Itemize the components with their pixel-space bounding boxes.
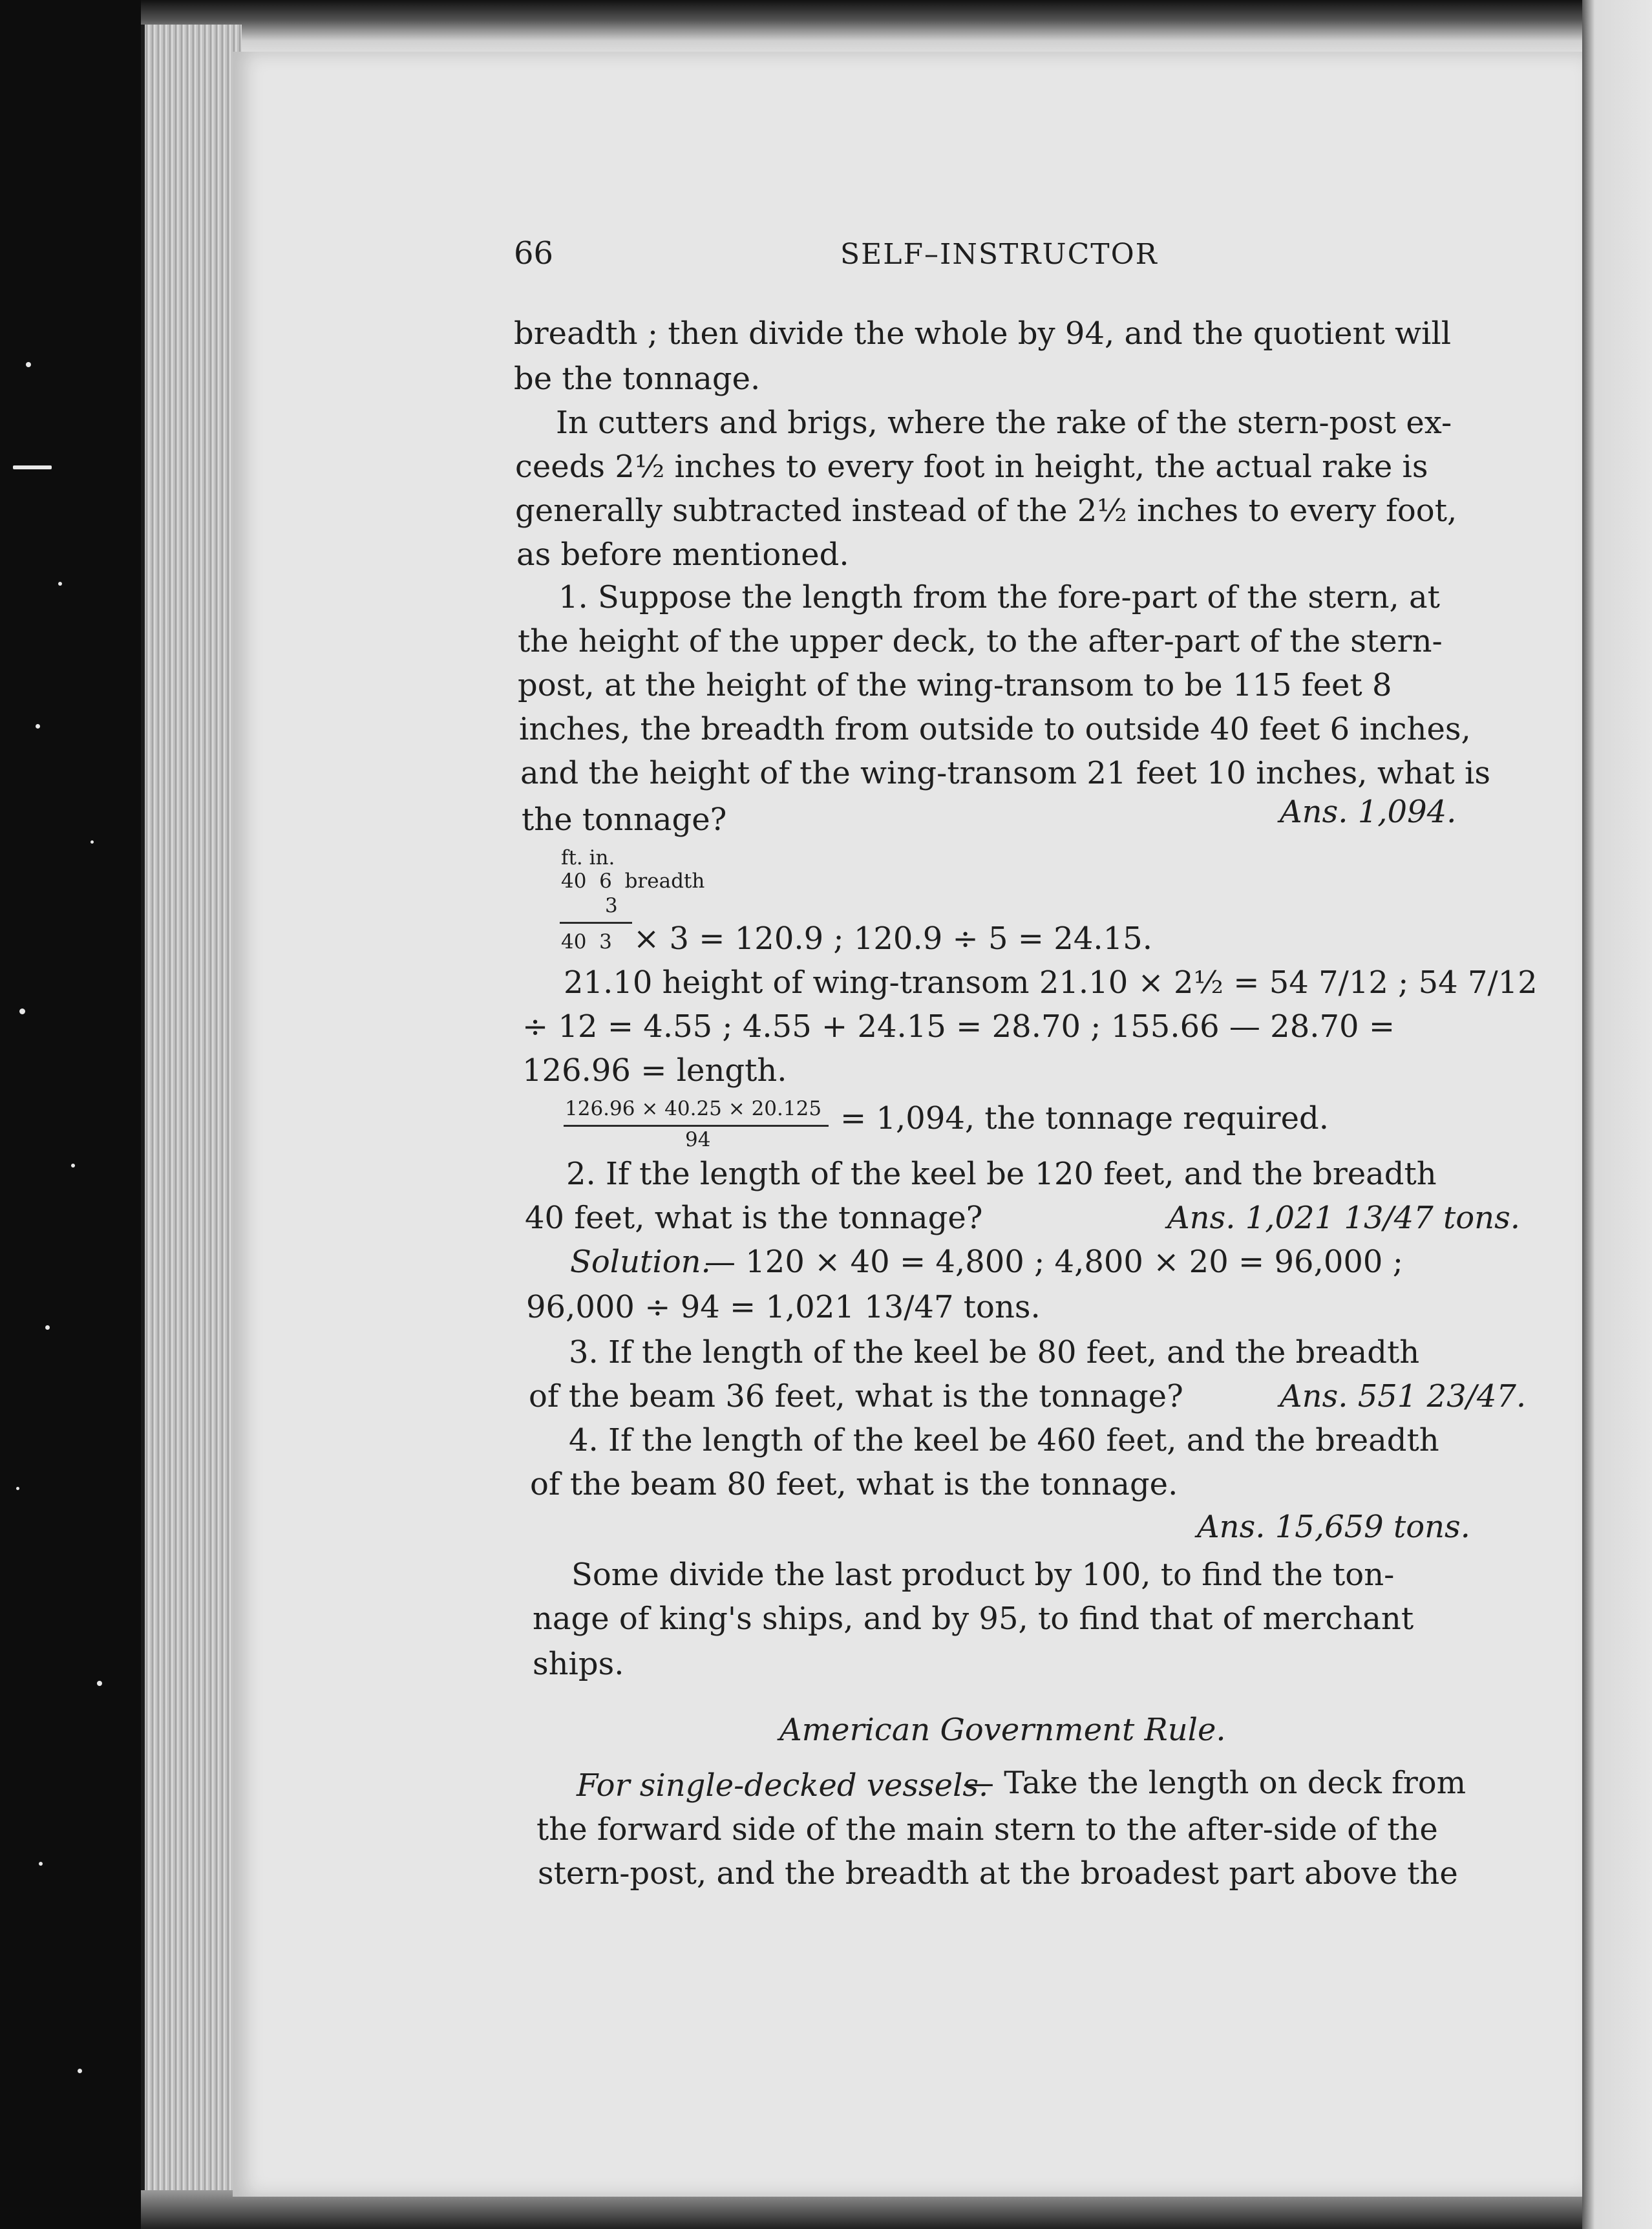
sum-rule [560, 922, 632, 924]
question-1-answer: Ans. 1,094. [1280, 794, 1457, 830]
solution-line: 96,000 ÷ 94 = 1,021 13/47 tons. [526, 1289, 1041, 1325]
fraction-result: = 1,094, the tonnage required. [840, 1100, 1329, 1136]
solution-line: — 120 × 40 = 4,800 ; 4,800 × 20 = 96,000 ; [704, 1244, 1403, 1280]
fraction-numerator: 126.96 × 40.25 × 20.125 [565, 1097, 822, 1120]
wing-calc-line: ÷ 12 = 4.55 ; 4.55 + 24.15 = 28.70 ; 155.66 — 28.70 = [522, 1008, 1395, 1045]
rule-lead: For single-decked vessels. [577, 1767, 989, 1804]
adjacent-page-edge [1582, 0, 1652, 2229]
solution-label: Solution. [570, 1244, 711, 1280]
question-2-line: 2. If the length of the keel be 120 feet, and the breadth [566, 1156, 1437, 1192]
paragraph-line: ceeds 2½ inches to every foot in height, the actual rake is [515, 449, 1428, 485]
page-number: 66 [514, 235, 554, 272]
breadth-row: 40 6 breadth [561, 869, 705, 893]
wing-calc-line: 21.10 height of wing-transom 21.10 × 2½ = 54 7/12 ; 54 7/12 [564, 965, 1538, 1001]
question-1-line: the height of the upper deck, to the after-part of the stern- [518, 623, 1443, 659]
page-edges-top [141, 0, 1582, 58]
page-edges [141, 25, 242, 2206]
paragraph-line: nage of king's ships, and by 95, to find that of merchant [533, 1601, 1414, 1637]
calc-line: × 3 = 120.9 ; 120.9 ÷ 5 = 24.15. [633, 921, 1152, 957]
fraction-denominator: 94 [685, 1128, 711, 1151]
question-3-answer: Ans. 551 23/47. [1280, 1378, 1527, 1414]
question-1-line: inches, the breadth from outside to outside 40 feet 6 inches, [519, 711, 1471, 747]
wing-calc-line: 126.96 = length. [522, 1052, 787, 1089]
question-3-line: of the beam 36 feet, what is the tonnage? [529, 1378, 1183, 1414]
rule-line: stern-post, and the breadth at the broadest part above the [538, 1855, 1458, 1892]
product-row: 40 3 [561, 930, 612, 954]
question-1-line: and the height of the wing-transom 21 feet 10 inches, what is [520, 755, 1490, 791]
rule-line: the forward side of the main stern to the after-side of the [536, 1811, 1438, 1848]
question-4-line: 4. If the length of the keel be 460 feet, and the breadth [569, 1422, 1439, 1458]
paragraph-line: breadth ; then divide the whole by 94, and the quotient will [514, 315, 1452, 352]
question-2-answer: Ans. 1,021 13/47 tons. [1167, 1200, 1520, 1236]
fraction-bar [564, 1125, 829, 1127]
multiplier: 3 [605, 894, 618, 917]
paragraph-line: ships. [533, 1646, 624, 1682]
running-title: SELF–INSTRUCTOR [840, 238, 1158, 271]
question-1-line: post, at the height of the wing-transom to be 115 feet 8 [518, 667, 1392, 703]
question-2-line: 40 feet, what is the tonnage? [525, 1200, 983, 1236]
paragraph-line: generally subtracted instead of the 2½ inches to every foot, [515, 493, 1457, 529]
paragraph-line: be the tonnage. [514, 361, 761, 397]
question-1-line: 1. Suppose the length from the fore-part of the stern, at [558, 579, 1440, 615]
paragraph-line: In cutters and brigs, where the rake of the stern-post ex- [556, 405, 1452, 441]
question-1-line: the tonnage? [522, 802, 727, 838]
section-heading: American Government Rule. [779, 1712, 1226, 1748]
question-3-line: 3. If the length of the keel be 80 feet, and the breadth [569, 1334, 1420, 1370]
question-4-line: of the beam 80 feet, what is the tonnage. [530, 1466, 1178, 1502]
units-label: ft. in. [561, 846, 615, 869]
question-4-answer: Ans. 15,659 tons. [1197, 1509, 1470, 1545]
paragraph-line: as before mentioned. [516, 537, 849, 573]
rule-line: — Take the length on deck from [963, 1765, 1467, 1801]
paragraph-line: Some divide the last product by 100, to find the ton- [571, 1557, 1395, 1593]
